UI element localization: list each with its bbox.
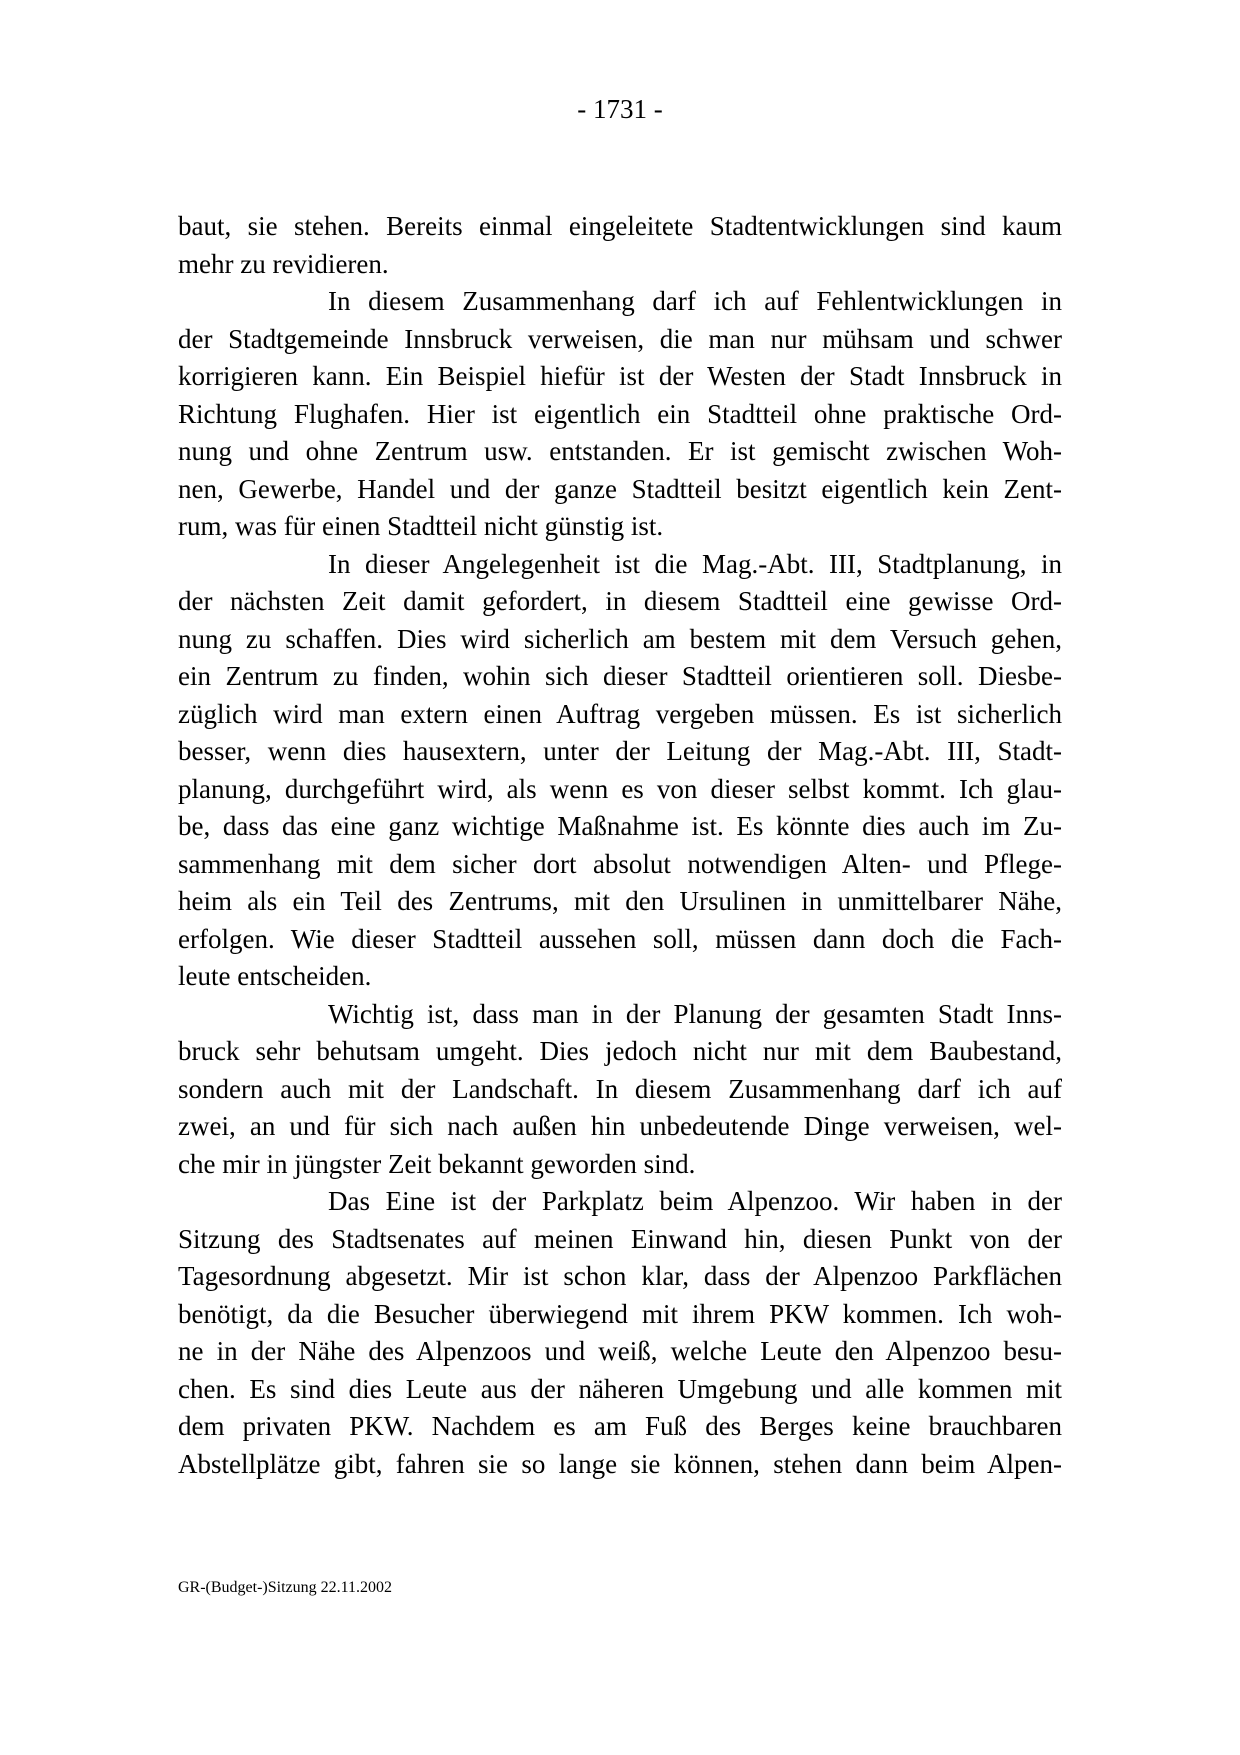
- text-line: sondern auch mit der Landschaft. In diesem Zusammenhang darf ich auf: [178, 1073, 1062, 1104]
- text-line: Sitzung des Stadtsenates auf meinen Einwand hin, diesen Punkt von der: [178, 1223, 1062, 1254]
- text-line: dem privaten PKW. Nachdem es am Fuß des Berges keine brauchbaren: [178, 1411, 1062, 1441]
- text-line: bruck sehr behutsam umgeht. Dies jedoch nicht nur mit dem Baubestand,: [178, 1036, 1062, 1066]
- text-line: mehr zu revidieren.: [178, 248, 389, 279]
- text-line: In diesem Zusammenhang darf ich auf Fehlentwicklungen in: [328, 286, 1062, 316]
- text-line: Wichtig ist, dass man in der Planung der gesamten Stadt Inns-: [328, 998, 1062, 1029]
- text-line: der nächsten Zeit damit gefordert, in diesem Stadtteil eine gewisse Ord-: [178, 586, 1062, 616]
- text-line: erfolgen. Wie dieser Stadtteil aussehen soll, müssen dann doch die Fach-: [178, 923, 1062, 954]
- page-number: - 1731 -: [577, 94, 663, 124]
- text-line: der Stadtgemeinde Innsbruck verweisen, die man nur mühsam und schwer: [178, 323, 1062, 354]
- text-line: züglich wird man extern einen Auftrag vergeben müssen. Es ist sicherlich: [178, 698, 1062, 729]
- text-line: leute entscheiden.: [178, 961, 372, 991]
- text-line: benötigt, da die Besucher überwiegend mit ihrem PKW kommen. Ich woh-: [178, 1298, 1062, 1329]
- text-line: nung und ohne Zentrum usw. entstanden. Er ist gemischt zwischen Woh-: [178, 436, 1062, 466]
- text-line: zwei, an und für sich nach außen hin unbedeutende Dinge verweisen, wel-: [178, 1111, 1062, 1141]
- text-line: planung, durchgeführt wird, als wenn es von dieser selbst kommt. Ich glau-: [178, 773, 1062, 804]
- text-line: ne in der Nähe des Alpenzoos und weiß, welche Leute den Alpenzoo besu-: [178, 1336, 1062, 1366]
- text-line: sammenhang mit dem sicher dort absolut notwendigen Alten- und Pflege-: [178, 848, 1062, 879]
- text-line: Abstellplätze gibt, fahren sie so lange sie können, stehen dann beim Alpen-: [178, 1448, 1062, 1479]
- text-line: heim als ein Teil des Zentrums, mit den Ursulinen in unmittelbarer Nähe,: [178, 886, 1062, 916]
- text-line: In dieser Angelegenheit ist die Mag.-Abt. III, Stadtplanung, in: [328, 548, 1062, 579]
- text-line: korrigieren kann. Ein Beispiel hiefür ist der Westen der Stadt Innsbruck in: [178, 361, 1062, 391]
- document-body: [178, 208, 1062, 1483]
- text-line: rum, was für einen Stadtteil nicht günstig ist.: [178, 511, 664, 541]
- text-line: Das Eine ist der Parkplatz beim Alpenzoo. Wir haben in der: [328, 1186, 1062, 1216]
- text-line: baut, sie stehen. Bereits einmal eingeleitete Stadtentwicklungen sind kaum: [178, 211, 1062, 241]
- text-line: nung zu schaffen. Dies wird sicherlich am bestem mit dem Versuch gehen,: [178, 623, 1062, 654]
- text-line: nen, Gewerbe, Handel und der ganze Stadtteil besitzt eigentlich kein Zent-: [178, 473, 1062, 504]
- text-line: Richtung Flughafen. Hier ist eigentlich ein Stadtteil ohne praktische Ord-: [178, 398, 1062, 429]
- page-footer: GR-(Budget-)Sitzung 22.11.2002: [178, 1579, 393, 1596]
- text-line: ein Zentrum zu finden, wohin sich dieser Stadtteil orientieren soll. Diesbe-: [178, 661, 1062, 691]
- text-line: che mir in jüngster Zeit bekannt geworden sind.: [178, 1148, 696, 1179]
- text-line: Tagesordnung abgesetzt. Mir ist schon klar, dass der Alpenzoo Parkflächen: [178, 1261, 1062, 1291]
- text-line: chen. Es sind dies Leute aus der näheren Umgebung und alle kommen mit: [178, 1373, 1062, 1404]
- text-line: be, dass das eine ganz wichtige Maßnahme ist. Es könnte dies auch im Zu-: [178, 811, 1062, 841]
- text-line: besser, wenn dies hausextern, unter der Leitung der Mag.-Abt. III, Stadt-: [178, 736, 1062, 766]
